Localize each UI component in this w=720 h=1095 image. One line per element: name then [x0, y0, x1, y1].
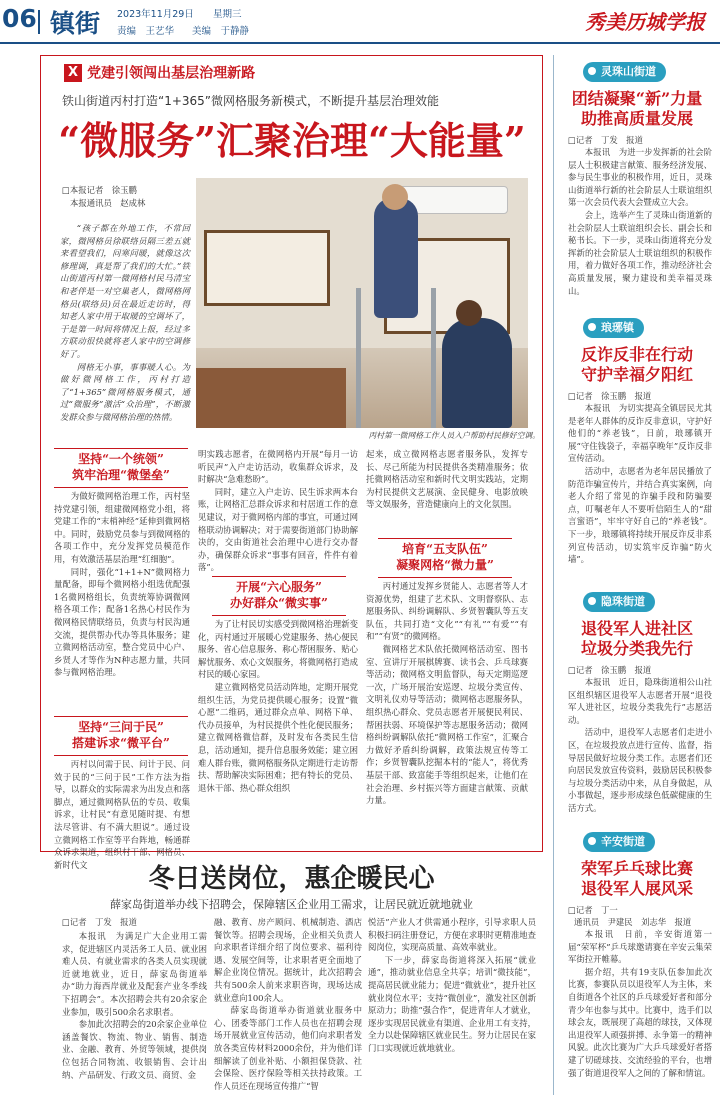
column-tag	[64, 62, 255, 82]
photo-ladder	[356, 288, 436, 428]
column-tag-label: 党建引领闯出基层治理新路	[87, 65, 256, 82]
s3-title-2: 垃圾分类我先行	[580, 639, 693, 658]
section-1-title-line-1: 坚持“一个统领”	[78, 452, 164, 466]
section-2-title-line-1: 坚持“三问于民”	[78, 720, 164, 734]
s2-byline: □记者 徐玉鹏 报道	[568, 391, 652, 401]
page-number-divider	[38, 10, 40, 34]
s2-title-1: 反诈反非在行动	[580, 345, 693, 364]
bottom-col-3	[368, 916, 536, 1094]
s3-paragraph-1: 本报讯 近日，隐珠街道相公山社区组织辖区退役军人志愿者开展“退役军人进社区，垃圾分类我先行”志愿活动。	[568, 677, 712, 725]
section-3-title-line-1: 开展“六心服务”	[236, 580, 322, 594]
photo-helper-head	[456, 300, 482, 326]
section-3-paragraph-2: 建立微网格党员活动阵地，定期开展党组织生活，为党员提供暖心服务；设置“微心愿”二维码，通过群众点单、网格下单、代办员接单，为村民提供个性化便民服务；建立微网格微信群，及时发布各类民生信息，活动通知，提升信息服务效能；建立困难人群台账，微网格服务队定期进行走访帮扶、帮助解决实际困难；把有特长的党员、退休干部、热心群众组织	[198, 681, 358, 793]
bottom-col2-paragraph-1: 融、教育、房产顾问、机械制造、酒店餐饮等。招聘会现场，企业相关负责人向求职者详细介绍了岗位要求、福利待遇、发展空间等，让求职者更全面地了解企业岗位情况。据统计，此次招聘会共有500余人前来求职咨询，现场达成就业意向100余人。	[214, 917, 362, 1003]
feature-col-1b	[54, 758, 190, 870]
intro-paragraph-2: 网格无小事，事事暖人心。为做好微网格工作，丙村打造了“1+365”微网格服务模式，通过“微服务”激活“众治理”，不断激发群众参与微网格治理的热情。	[60, 361, 190, 422]
s1-paragraph-1: 本报讯 为进一步发挥新的社会阶层人士积极建言献策、服务经济发展、参与民生事业的积极作用，近日，灵珠山街道举行新的社会阶层人士联谊组织第一次会员代表大会暨成立大会。	[568, 147, 712, 208]
s2-paragraph-1: 本报讯 为切实提高全镇居民尤其是老年人群体的反诈反非意识，守护好他们的“养老钱”，日前，琅琊镇开展“守住钱袋子，幸福享晚年”反诈反非宣传活动。	[568, 403, 712, 464]
sidebar-tag-label: 辛安街道	[601, 835, 645, 848]
location-pin-icon	[588, 837, 596, 845]
s4-title-2: 退役军人展风采	[580, 879, 693, 898]
s2-title-2: 守护幸福夕阳红	[580, 365, 693, 384]
feature-photo	[196, 178, 528, 428]
page-number: 06	[2, 4, 37, 33]
section-1-paragraph-2: 同时，强化“1+1+N”微网格力量配备，即每个微网格小组选优配强1名微网格组长，负责统筹协调微网格各项工作；配备1名热心村民作为微网格民情联络员，负责与村民沟通交流，提供帮办代办等具体服务；建立微网格活动室，整合党员中心户、乡贤人才等作为N种志愿力量，共同参与微网格治理。	[54, 566, 190, 678]
s4-byline-2: 通讯员 尹建民 刘志华 报道	[574, 917, 692, 927]
section-4-title-line-2: 凝聚网格“微力量”	[396, 558, 494, 572]
designer-credit: 美编 于静静	[192, 26, 250, 37]
feature-byline-2: 本报通讯员 赵成林	[70, 198, 146, 208]
section-3-paragraph-1: 为了让村民切实感受到微网格治理新变化，丙村通过开展暖心党建服务、热心便民服务、省心信息服务、称心帮困服务、贴心解忧服务、欢心文娱服务，将微网格打造成村民的暖心家园。	[198, 619, 358, 680]
feature-col-3b	[366, 580, 528, 846]
paper-logo: 秀美历城学报	[585, 10, 705, 34]
editor-credit: 责编 王艺华	[117, 26, 175, 37]
s1-title-2: 助推高质量发展	[580, 109, 693, 128]
photo-worker-head	[382, 184, 408, 210]
section-2-heading	[54, 716, 188, 756]
sidebar-tag-langya	[583, 318, 644, 338]
s2-paragraph-2: 活动中，志愿者为老年居民播放了防范诈骗宣传片，并结合真实案例，向老人介绍了常见的诈骗手段和防骗要点，叮嘱老年人不要听信陌生人的“甜言蜜语”，牢牢守好自己的“养老钱”。下一步，琅琊镇将持续开展反诈反非系列宣传活动，切实筑牢反诈骗“防火墙”。	[568, 465, 712, 565]
bottom-col1-paragraph-1: 本报讯 为满足广大企业用工需求，促进辖区内灵活务工人员、就业困难人员、有就业需求的各类人员实现就近就地就业，近日，薛家岛街道举办“助力海西岸就业及配套产业冬季线下招聘会”。本次招聘会共有20余家企业参加，吸引500余名求职者。	[62, 931, 207, 1017]
col3-paragraph-1: 起来，成立微网格志愿者服务队，发挥专长、尽己所能为村民提供各类精准服务；依托微网格活动室和新时代文明实践站，定期为村民提供文艺展演、金民健身、电影放映等文娱服务，营造健康向上的文化氛围。	[366, 449, 528, 510]
s1-body	[568, 146, 712, 316]
bottom-col3-paragraph-2: 下一步，薛家岛街道将深入拓展“就业通”，推动就业信息全共享；培训“微技能”，提高居民就业能力；促进“微就业”，提升社区就业岗位水平；支持“微创业”，激发社区创新原动力；助推“强合作”，促进青年人才就业，逐步实现居民就业有渠道、企业用工有支持，全力以赴保障辖区就业民生。努力让居民在家门口实现就近就地就业。	[368, 954, 536, 1053]
issue-date: 2023年11月29日	[117, 9, 194, 20]
bottom-col1-paragraph-2: 参加此次招聘会的20余家企业单位涵盖餐饮、物流、物业、销售、制造业、金融、教育、外贸等领域，提供岗位包括合同物流、收银销售、会计出纳、产品研发、行政文员、商贸、金	[62, 1019, 207, 1080]
sidebar-tag-xinan	[583, 832, 655, 852]
s4-body	[568, 928, 712, 1094]
section-4-heading	[378, 538, 512, 578]
section-4-title-line-1: 培育“五支队伍”	[402, 542, 488, 556]
s2-body	[568, 402, 712, 590]
s1-title-1: 团结凝聚“新”力量	[571, 89, 703, 108]
masthead	[0, 0, 720, 44]
bottom-col-1	[62, 930, 207, 1094]
issue-weekday: 星期三	[213, 9, 242, 20]
column-tag-x-icon: X	[64, 64, 82, 82]
s1-paragraph-2: 会上，选举产生了灵珠山街道新的社会阶层人士联谊组织会长、副会长和秘书长。下一步，灵珠山街道将充分发挥新的社会阶层人士联谊组织的积极作用，着力做好各项工作，推动经济社会高质量发展，聚力建设和美幸福灵珠山。	[568, 209, 712, 296]
feature-col-2b	[198, 618, 358, 846]
sidebar-tag-yinzhu	[583, 592, 655, 612]
bottom-col2-paragraph-2: 薛家岛街道举办街道就业服务中心、团委等部门工作人员也在招聘会现场开展就业宣传活动，他们向求职者发放各类宣传材料2000余份，并为他们详细解读了创业补贴、小额担保贷款、社会保险、医疗保险等相关扶持政策。工作人员还在现场宣传推广“智	[214, 1005, 362, 1091]
section-1-paragraph-1: 为做好微网格治理工作，丙村坚持党建引领，组建微网格党小组，将党建工作的“末梢神经”延伸到微网格中。同时，鼓励党员参与到微网格的各项工作中，充分发挥党员模范作用，有效激活基层治理“红细胞”。	[54, 491, 190, 564]
sidebar-divider	[553, 55, 554, 1095]
section-1-title-line-2: 筑牢治理“微堡垒”	[72, 468, 170, 482]
s4-paragraph-2: 据介绍，共有19支队伍参加此次比赛，参赛队员以退役军人为主体，来自街道各个社区的乒乓球爱好者和部分青少年也参与其中。比赛中，选手们以球会友，既展现了高超的球技，又体现出退役军人顽强拼搏、永争第一的精神风貌。此次比赛为广大乒乓球爱好者搭建了切磋球技、交流经验的平台，也增强了街道退役军人之间的了解和情谊。	[568, 966, 712, 1078]
intro-paragraph-1: “孩子都在外地工作，不常回家，微网格员徐联络员隔三差五就来看望我们，问寒问暖，就像这次修理调，真是帮了我们的大忙。”铁山街道丙村第一微网格村民马清宝和老伴是一对空巢老人，微网格网格员(联络员)员在最近走访时，得知老人家中用于取暖的空调坏了，于是第一时间将情况上报，经过多方联动很快就将老人家中的空调修好了。	[60, 223, 190, 359]
section-2-title-line-2: 搭建诉求“微平台”	[72, 736, 170, 750]
s4-byline: □记者 丁一	[568, 905, 618, 915]
bottom-title: 冬日送岗位，惠企暖民心	[148, 864, 435, 894]
col2-paragraph-2: 同时，建立入户走访、民生诉求两本台账，让网格汇总群众诉求和村居道工作的意见建议，对于微网格内部的事宜，可通过网格联动协调解决；对于需要街道部门协助解决的，交由街道社会治理中心进行交办督办，确保群众诉求“事事有回音，件件有着落”。	[198, 486, 358, 573]
location-pin-icon	[588, 323, 596, 331]
section-3-heading	[212, 576, 346, 616]
s4-title-1: 荣军乒乓球比赛	[580, 859, 693, 878]
s4-paragraph-1: 本报讯 日前，辛安街道第一届“荣军杯”乒乓球邀请赛在辛安云集荣军街拉开帷幕。	[568, 929, 712, 965]
bottom-subtitle: 薛家岛街道举办线下招聘会，保障辖区企业用工需求，让居民就近就地就业	[110, 898, 473, 911]
header-rule	[0, 42, 720, 44]
location-pin-icon	[588, 67, 596, 75]
photo-caption: 丙村第一微网格工作人员入户帮助村民修好空调。	[368, 431, 540, 440]
location-pin-icon	[588, 597, 596, 605]
s3-body	[568, 676, 712, 826]
section-4-paragraph-2: 微网格艺术队依托微网格活动室、图书室、宣讲厅开展棋牌赛、读书会、乒乓球赛等活动；微网格文明监督队，每天定期巡逻一次，广场开展治安巡逻、垃圾分类宣传、文明礼仪劝导等活动；微网格志愿服务队，组织热心群众、党员志愿者开展便民利民、帮困扶弱、环境保护等志愿服务活动；微网格纠纷调解队依托“微网格工作室”，汇聚合力做好矛盾纠纷调解，政策法规宣传等工作；乡贤智囊队挖掘本村的“能人”，将优秀基层干部、致富能手等组织起来，让他们在社会治理、乡村振兴等方面建言献策、贡献力量。	[366, 643, 528, 806]
bottom-col-2	[214, 916, 362, 1094]
sidebar-tag-label: 隐珠街道	[601, 595, 645, 608]
col2-paragraph-1: 明实践志愿者，在微网格内开展“每月一访听民声”入户走访活动，收集群众诉求，及时解决“急难愁盼”。	[198, 449, 358, 485]
section-name: 镇街	[50, 9, 101, 38]
s1-byline: □记者 丁发 报道	[568, 135, 643, 145]
section-1-heading	[54, 448, 188, 488]
section-2-paragraph-1: 丙村以问需于民、问计于民、问效于民的“三问于民”工作方法为指导，以群众的实际需求为出发点和落脚点，通过微网格队伍的专员、收集诉求，让村民“有意见随时提、有想法尽管讲、有不满大胆说”。通过设立微网格工作室等平台阵地，畅通群众诉求渠道，组织村干部、网格员、新时代文	[54, 759, 190, 870]
s3-byline: □记者 徐玉鹏 报道	[568, 665, 652, 675]
photo-sofa	[196, 368, 346, 428]
feature-col-3	[366, 448, 528, 534]
sidebar-tag-lingzhushan	[583, 62, 666, 82]
bottom-col3-paragraph-1: 悦活”产业人才供需通小程序，引导求职人员积极扫码注册登记，方便在求职时更精准地查阅岗位，实现高质量、高效率就业。	[368, 917, 536, 953]
s3-title-1: 退役军人进社区	[580, 619, 693, 638]
sidebar-tag-label: 琅琊镇	[601, 321, 634, 334]
section-3-title-line-2: 办好群众“微实事”	[230, 596, 328, 610]
feature-intro	[60, 222, 190, 422]
feature-byline-1: □本报记者 徐玉鹏	[62, 185, 137, 195]
feature-title: “微服务”汇聚治理“大能量”	[58, 118, 526, 163]
photo-wall-paintings	[204, 230, 330, 306]
feature-col-1	[54, 490, 190, 708]
s3-paragraph-2: 活动中，退役军人志愿者们走进小区，在垃圾投放点进行宣传、监督，指导居民做好垃圾分类工作。志愿者们还向居民发放宣传资料，鼓励居民积极参与垃圾分类活动中来，从自身做起，从小事做起，逐步形成绿色低碳健康的生活方式。	[568, 727, 712, 813]
section-4-paragraph-1: 丙村通过发挥乡贤能人、志愿者等人才资源优势，组建了艺术队、文明督察队、志愿服务队、纠纷调解队、乡贤智囊队等五支队伍，共同打造“文化”“有礼”“有爱”“有和”“有贤”的微网格。	[366, 581, 528, 642]
sidebar-tag-label: 灵珠山街道	[601, 65, 656, 78]
photo-helper-person	[442, 318, 512, 428]
bottom-byline: □记者 丁发 报道	[62, 917, 137, 927]
feature-subtitle: 铁山街道丙村打造“1+365”微网格服务新模式，不断提升基层治理效能	[62, 94, 440, 108]
feature-col-2	[198, 448, 358, 572]
